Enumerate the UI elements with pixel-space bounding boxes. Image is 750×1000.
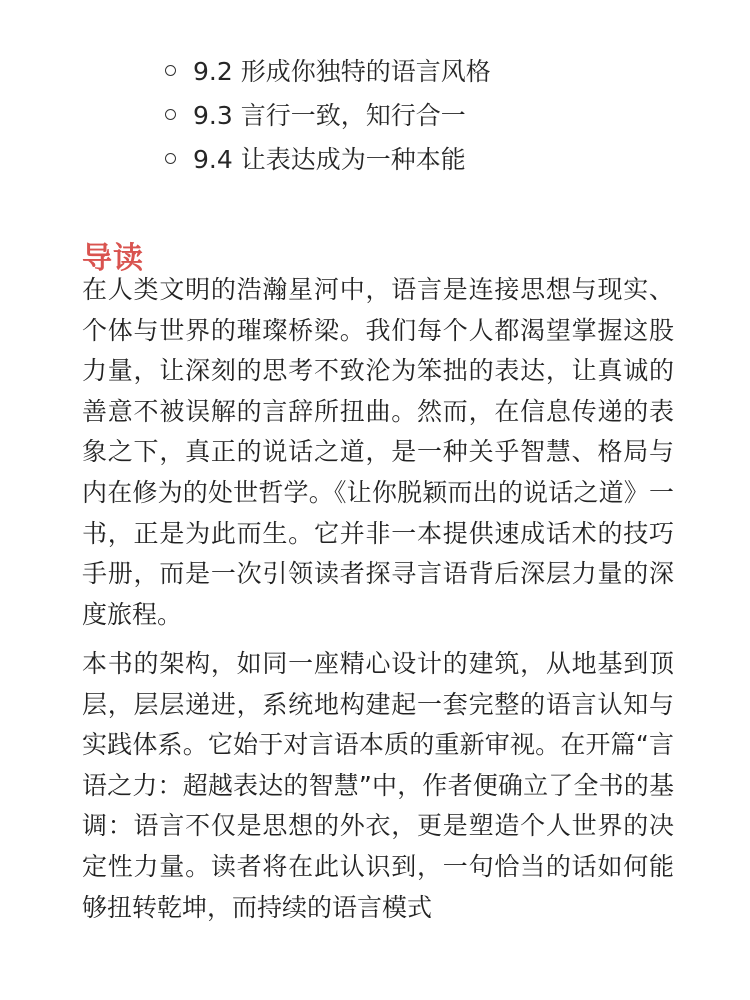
toc-item-label: 9.3 言行一致，知行合一 [193,101,466,130]
toc-item-label: 9.2 形成你独特的语言风格 [193,57,491,86]
toc-item-label: 9.4 让表达成为一种本能 [193,145,466,174]
table-of-contents-list [160,48,720,180]
circle-bullet-icon [165,65,176,76]
section-heading: 导读 [82,240,144,276]
toc-item[interactable] [160,136,720,180]
toc-item[interactable] [160,92,720,136]
body-paragraph: 在人类文明的浩瀚星河中，语言是连接思想与现实、个体与世界的璀璨桥梁。我们每个人都渴望掌握这股力量，让深刻的思考不致沦为笨拙的表达，让真诚的善意不被误解的言辞所扭曲。然而，在信息传递的表象之下，真正的说话之道，是一种关乎智慧、格局与内在修为的处世哲学。《让你脱颖而出的说话之道》一书，正是为此而生。它并非一本提供速成话术的技巧手册，而是一次引领读者探寻言语背后深层力量的深度旅程。 [82,275,674,629]
circle-bullet-icon [165,153,176,164]
toc-item[interactable] [160,48,720,92]
circle-bullet-icon [165,109,176,120]
body-paragraph: 本书的架构，如同一座精心设计的建筑，从地基到顶层，层层递进，系统地构建起一套完整的语言认知与实践体系。它始于对言语本质的重新审视。在开篇“言语之力：超越表达的智慧”中，作者便确立了全书的基调：语言不仅是思想的外衣，更是塑造个人世界的决定性力量。读者将在此认识到，一句恰当的话如何能够扭转乾坤，而持续的语言模式 [82,649,674,922]
